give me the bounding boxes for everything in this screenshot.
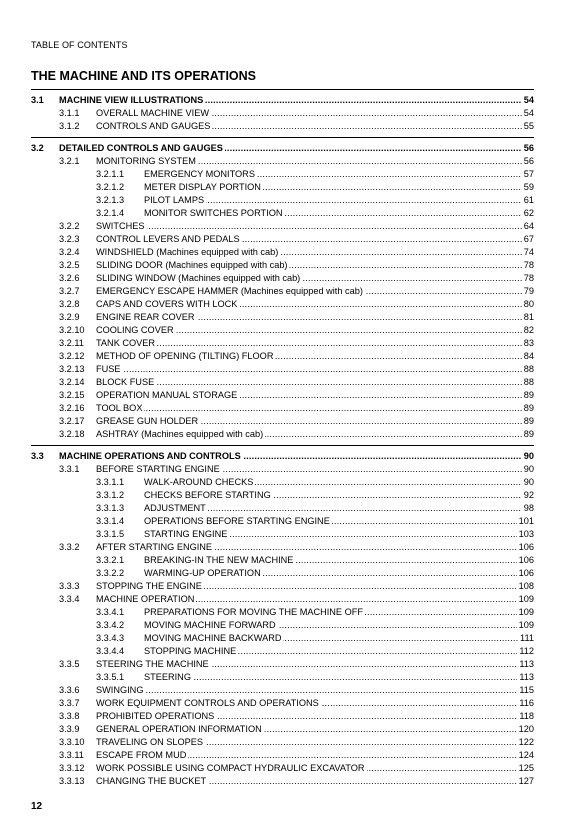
toc-title: SLIDING WINDOW (Machines equipped with cab) [96,273,301,283]
toc-number: 3.2.1 [59,156,80,166]
toc-page-number: 106 [518,555,534,565]
toc-title: EMERGENCY ESCAPE HAMMER (Machines equipped with cab) [96,286,363,296]
toc-entry-row[interactable] [31,337,534,350]
toc-number: 3.3.1 [59,464,80,474]
toc-entry-row[interactable] [31,749,534,762]
toc-number: 3.3.13 [59,776,85,786]
toc-page-number: 80 [523,299,534,309]
toc-number: 3.3.1.3 [96,503,125,513]
toc-page-number: 92 [523,490,534,500]
toc-page-number: 116 [519,698,534,708]
toc-leader-dots [96,376,524,389]
toc-number: 3.2.17 [59,416,85,426]
toc-title: SWITCHES [96,221,145,231]
toc-entry-row[interactable] [31,246,534,259]
toc-page-number: 55 [523,121,534,131]
toc-title: METHOD OF OPENING (TILTING) FLOOR [96,351,274,361]
toc-title: EMERGENCY MONITORS [144,169,255,179]
toc-number: 3.3.10 [59,737,85,747]
toc-page-number: 111 [520,633,534,643]
toc-title: TRAVELING ON SLOPES [96,737,204,747]
toc-page-number: 101 [518,516,534,526]
toc-page-number: 89 [523,429,534,439]
toc-title: WORK EQUIPMENT CONTROLS AND OPERATIONS [96,698,319,708]
toc-section-row[interactable] [31,142,534,155]
toc-number: 3.2.3 [59,234,80,244]
toc-page-number: 84 [523,351,534,361]
toc-number: 3.2.14 [59,377,85,387]
toc-number: 3.2.13 [59,364,85,374]
toc-page-number: 61 [523,195,534,205]
toc-number: 3.1.2 [59,121,80,131]
toc-title: CONTROL LEVERS AND PEDALS [96,234,240,244]
toc-entry-row[interactable] [31,567,534,580]
section-divider [31,137,534,138]
toc-number: 3.3.1.4 [96,516,125,526]
toc-page-number: 118 [519,711,534,721]
toc-title: PREPARATIONS FOR MOVING THE MACHINE OFF [144,607,363,617]
toc-number: 3.3.9 [59,724,80,734]
toc-title: OPERATION MANUAL STORAGE [96,390,238,400]
toc-page-number: 90 [523,451,534,461]
toc-page-number: 113 [519,659,534,669]
toc-number: 3.3.2 [59,542,80,552]
toc-title: TOOL BOX [96,403,143,413]
toc-title: MONITOR SWITCHES PORTION [144,208,283,218]
toc-page-number: 90 [523,464,534,474]
toc-entry-row[interactable] [31,376,534,389]
toc-number: 3.2.4 [59,247,80,257]
toc-page-number: 74 [523,247,534,257]
toc-title: PILOT LAMPS [144,195,205,205]
toc-number: 3.2.2 [59,221,80,231]
toc-title: WINDSHIELD (Machines equipped with cab) [96,247,279,257]
toc-title: TANK COVER [96,338,156,348]
toc-title: CONTROLS AND GAUGES [96,121,211,131]
toc-entry-row[interactable] [31,723,534,736]
toc-number: 3.2.1.2 [96,182,125,192]
toc-title: SLIDING DOOR (Machines equipped with cab) [96,260,288,270]
toc-page-number: 108 [518,581,534,591]
toc-number: 3.2.16 [59,403,85,413]
toc-title: GREASE GUN HOLDER [96,416,199,426]
toc-title: ENGINE REAR COVER [96,312,195,322]
toc-entry-row[interactable] [31,463,534,476]
toc-page-number: 82 [523,325,534,335]
toc-entry-row[interactable] [31,580,534,593]
toc-entry-row[interactable] [31,107,534,120]
toc-title: WALK-AROUND CHECKS [144,477,254,487]
toc-number: 3.3 [31,451,44,461]
toc-entry-row[interactable] [31,645,534,658]
toc-number: 3.1.1 [59,108,80,118]
toc-leader-dots [96,402,524,415]
toc-entry-row[interactable] [31,120,534,133]
toc-title: MONITORING SYSTEM [96,156,196,166]
toc-entry-row[interactable] [31,515,534,528]
toc-number: 3.3.7 [59,698,80,708]
toc-page-number: 120 [518,724,534,734]
toc-title: AFTER STARTING ENGINE [96,542,213,552]
toc-leader-dots [96,363,524,376]
toc-number: 3.2.10 [59,325,85,335]
toc-title: ASHTRAY (Machines equipped with cab) [96,429,264,439]
toc-title: BEFORE STARTING ENGINE [96,464,220,474]
toc-entry-row[interactable] [31,220,534,233]
toc-leader-dots [96,684,524,697]
toc-page-number: 54 [523,108,534,118]
toc-number: 3.3.2.2 [96,568,125,578]
toc-number: 3.1 [31,95,44,105]
toc-number: 3.2.15 [59,390,85,400]
toc-title: BREAKING-IN THE NEW MACHINE [144,555,294,565]
toc-entry-row[interactable] [31,606,534,619]
toc-leader-dots [144,671,524,684]
toc-number: 3.2.5 [59,260,80,270]
toc-title: CHECKS BEFORE STARTING [144,490,271,500]
toc-number: 3.3.1.1 [96,477,125,487]
toc-entry-row[interactable] [31,285,534,298]
toc-page-number: 127 [518,776,534,786]
toc-title: MOVING MACHINE FORWARD [144,620,276,630]
toc-entry-row[interactable] [31,207,534,220]
toc-entry-row[interactable] [31,697,534,710]
toc-entry-row[interactable] [31,762,534,775]
toc-page-number: 106 [518,542,534,552]
toc-page-number: 64 [523,221,534,231]
toc-page-number: 89 [523,403,534,413]
toc-page-number: 124 [518,750,534,760]
toc-entry-row[interactable] [31,233,534,246]
toc-page-number: 54 [523,95,534,105]
toc-title: CHANGING THE BUCKET [96,776,207,786]
toc-entry-row[interactable] [31,181,534,194]
toc-title: WARMING-UP OPERATION [144,568,261,578]
toc-number: 3.2.7 [59,286,80,296]
toc-page-number: 122 [518,737,534,747]
toc-title: GENERAL OPERATION INFORMATION [96,724,262,734]
toc-entry-row[interactable] [31,155,534,168]
toc-number: 3.3.11 [59,750,84,760]
toc-entry-row[interactable] [31,350,534,363]
toc-entry-row[interactable] [31,194,534,207]
toc-page-number: 78 [523,273,534,283]
toc-number: 3.3.4.4 [96,646,125,656]
toc-number: 3.3.12 [59,763,85,773]
toc-entry-row[interactable] [31,324,534,337]
toc-entry-row[interactable] [31,528,534,541]
toc-page-number: 59 [523,182,534,192]
toc-number: 3.2.6 [59,273,80,283]
toc-page-number: 125 [518,763,534,773]
section-divider [31,445,534,446]
toc-title: PROHIBITED OPERATIONS [96,711,215,721]
toc-entry-row[interactable] [31,298,534,311]
toc-entry-row[interactable] [31,476,534,489]
toc-title: MOVING MACHINE BACKWARD [144,633,282,643]
toc-number: 3.2.11 [59,338,84,348]
toc-page-number: 113 [519,672,534,682]
toc-number: 3.3.3 [59,581,80,591]
toc-title: MACHINE OPERATIONS AND CONTROLS [59,451,241,461]
toc-title: WORK POSSIBLE USING COMPACT HYDRAULIC EXCAVATOR [96,763,365,773]
toc-page-number: 62 [523,208,534,218]
toc-section-row[interactable] [31,94,534,107]
toc-title: FUSE [96,364,121,374]
toc-page-number: 109 [518,620,534,630]
toc-page-number: 81 [523,312,534,322]
toc-page-number: 109 [518,607,534,617]
table-of-contents [31,89,534,788]
toc-title: METER DISPLAY PORTION [144,182,261,192]
toc-number: 3.3.1.2 [96,490,125,500]
toc-title: ESCAPE FROM MUD [96,750,187,760]
toc-page-number: 88 [523,377,534,387]
toc-title: BLOCK FUSE [96,377,155,387]
toc-page-number: 67 [523,234,534,244]
toc-entry-row[interactable] [31,259,534,272]
toc-number: 3.3.4.3 [96,633,125,643]
toc-title: STARTING ENGINE [144,529,228,539]
toc-entry-row[interactable] [31,593,534,606]
toc-number: 3.3.5 [59,659,80,669]
toc-page-number: 79 [523,286,534,296]
toc-title: MACHINE VIEW ILLUSTRATIONS [59,95,204,105]
toc-title: DETAILED CONTROLS AND GAUGES [59,143,223,153]
toc-number: 3.2.1.3 [96,195,125,205]
toc-entry-row[interactable] [31,428,534,441]
toc-number: 3.3.6 [59,685,80,695]
toc-number: 3.3.8 [59,711,80,721]
toc-number: 3.2.12 [59,351,85,361]
toc-title: STEERING [144,672,191,682]
toc-entry-row[interactable] [31,272,534,285]
toc-entry-row[interactable] [31,402,534,415]
toc-page-number: 89 [523,416,534,426]
toc-entry-row[interactable] [31,710,534,723]
toc-entry-row[interactable] [31,658,534,671]
toc-entry-row[interactable] [31,736,534,749]
chapter-title: THE MACHINE AND ITS OPERATIONS [31,69,257,83]
toc-title: COOLING COVER [96,325,174,335]
toc-title: OPERATIONS BEFORE STARTING ENGINE [144,516,330,526]
toc-title: SWINGING [96,685,144,695]
toc-page-number: 83 [523,338,534,348]
toc-title: MACHINE OPERATION [96,594,195,604]
toc-page-number: 112 [519,646,534,656]
page-number: 12 [31,801,43,812]
toc-number: 3.2 [31,143,44,153]
toc-number: 3.2.18 [59,429,85,439]
toc-entry-row[interactable] [31,619,534,632]
toc-number: 3.3.4.2 [96,620,125,630]
toc-entry-row[interactable] [31,389,534,402]
toc-entry-row[interactable] [31,684,534,697]
toc-entry-row[interactable] [31,168,534,181]
toc-entry-row[interactable] [31,775,534,788]
toc-title: STEERING THE MACHINE [96,659,209,669]
toc-entry-row[interactable] [31,541,534,554]
toc-page-number: 103 [518,529,534,539]
toc-entry-row[interactable] [31,671,534,684]
toc-page-number: 78 [523,260,534,270]
toc-page-number: 90 [523,477,534,487]
toc-number: 3.3.4 [59,594,80,604]
toc-entry-row[interactable] [31,554,534,567]
toc-entry-row[interactable] [31,632,534,645]
toc-page-number: 89 [523,390,534,400]
toc-number: 3.2.9 [59,312,80,322]
toc-title: CAPS AND COVERS WITH LOCK [96,299,238,309]
toc-entry-row[interactable] [31,311,534,324]
toc-number: 3.3.1.5 [96,529,125,539]
running-header: TABLE OF CONTENTS [31,40,128,50]
toc-title: STOPPING MACHINE [144,646,237,656]
toc-page-number: 115 [519,685,534,695]
toc-page-number: 57 [523,169,534,179]
toc-leader-dots [96,337,524,350]
toc-section-row[interactable] [31,450,534,463]
toc-number: 3.3.2.1 [96,555,125,565]
toc-entry-row[interactable] [31,363,534,376]
toc-number: 3.2.1.4 [96,208,125,218]
toc-page-number: 56 [523,143,534,153]
toc-title: OVERALL MACHINE VIEW [96,108,209,118]
toc-number: 3.2.1.1 [96,169,125,179]
toc-page-number: 109 [518,594,534,604]
toc-leader-dots [96,220,524,233]
toc-page-number: 56 [523,156,534,166]
toc-number: 3.3.4.1 [96,607,125,617]
toc-title: ADJUSTMENT [144,503,206,513]
toc-title: STOPPING THE ENGINE [96,581,202,591]
toc-entry-row[interactable] [31,489,534,502]
section-divider [31,89,534,90]
toc-page-number: 98 [523,503,534,513]
toc-page-number: 106 [518,568,534,578]
toc-entry-row[interactable] [31,415,534,428]
toc-number: 3.2.8 [59,299,80,309]
toc-number: 3.3.5.1 [96,672,125,682]
toc-page-number: 88 [523,364,534,374]
toc-entry-row[interactable] [31,502,534,515]
